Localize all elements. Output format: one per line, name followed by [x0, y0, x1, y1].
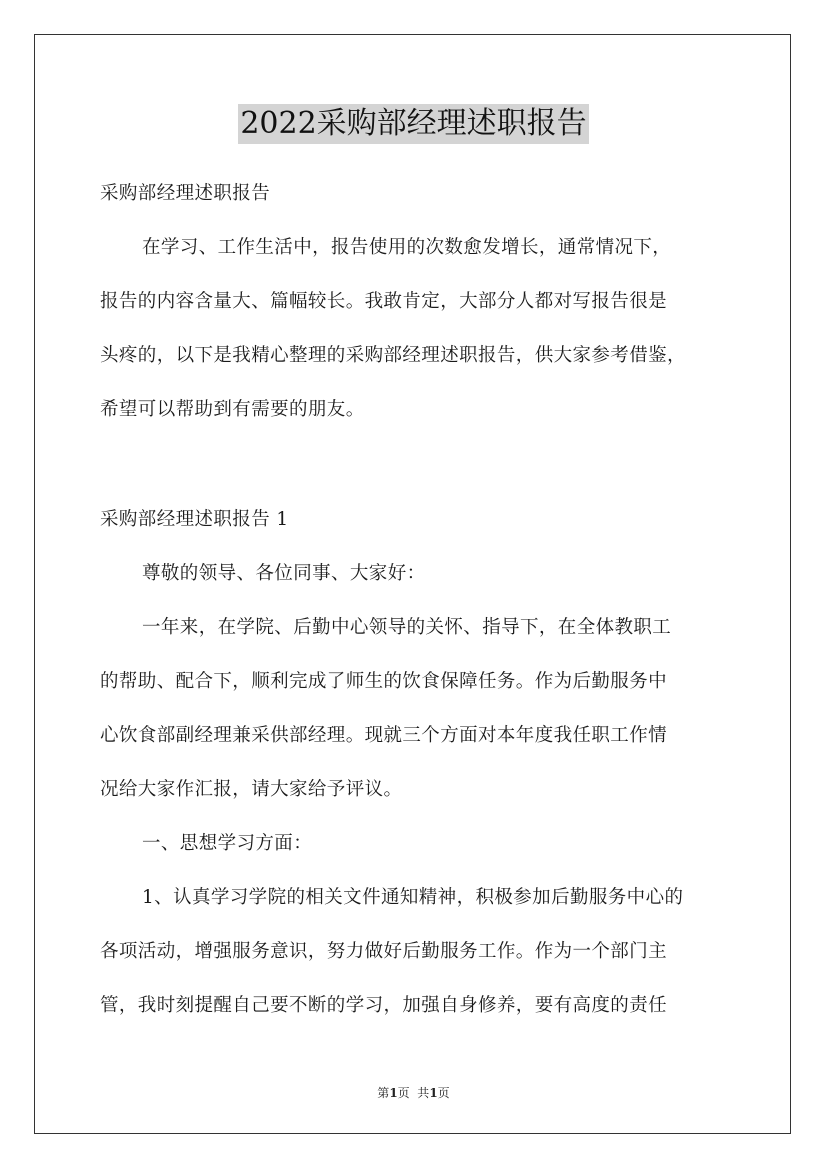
title-wrap: [0, 104, 827, 144]
para2-line-1: 1、认真学习学院的相关文件通知精神，积极参加后勤服务中心的: [142, 887, 684, 908]
intro-line-3: 头疼的，以下是我精心整理的采购部经理述职报告，供大家参考借鉴，: [100, 345, 686, 366]
para1-line-2: 的帮助、配合下，顺利完成了师生的饮食保障任务。作为后勤服务中: [100, 671, 668, 692]
document-subtitle: 采购部经理述职报告: [100, 183, 271, 204]
intro-line-1: 在学习、工作生活中，报告使用的次数愈发增长，通常情况下，: [142, 237, 672, 258]
intro-line-4: 希望可以帮助到有需要的朋友。: [100, 399, 365, 420]
footer-suffix: 页: [437, 1086, 450, 1100]
document-title: 2022采购部经理述职报告: [238, 104, 588, 144]
footer-mid: 页 共: [397, 1086, 430, 1100]
para2-line-3: 管，我时刻提醒自己要不断的学习，加强自身修养，要有高度的责任: [100, 995, 668, 1016]
para1-line-4: 况给大家作汇报，请大家给予评议。: [100, 779, 403, 800]
para1-line-1: 一年来，在学院、后勤中心领导的关怀、指导下，在全体教职工: [142, 617, 672, 638]
para1-line-3: 心饮食部副经理兼采供部经理。现就三个方面对本年度我任职工作情: [100, 725, 668, 746]
item-heading: 一、思想学习方面：: [142, 833, 313, 854]
footer-prefix: 第: [377, 1086, 390, 1100]
page-footer: [0, 1084, 827, 1101]
para2-line-2: 各项活动，增强服务意识，努力做好后勤服务工作。作为一个部门主: [100, 941, 668, 962]
intro-line-2: 报告的内容含量大、篇幅较长。我敢肯定，大部分人都对写报告很是: [100, 291, 668, 312]
section-heading: 采购部经理述职报告 1: [100, 509, 289, 530]
footer-page-total: 1: [429, 1086, 438, 1100]
footer-page-num: 1: [389, 1086, 398, 1100]
greeting: 尊敬的领导、各位同事、大家好：: [142, 563, 426, 584]
